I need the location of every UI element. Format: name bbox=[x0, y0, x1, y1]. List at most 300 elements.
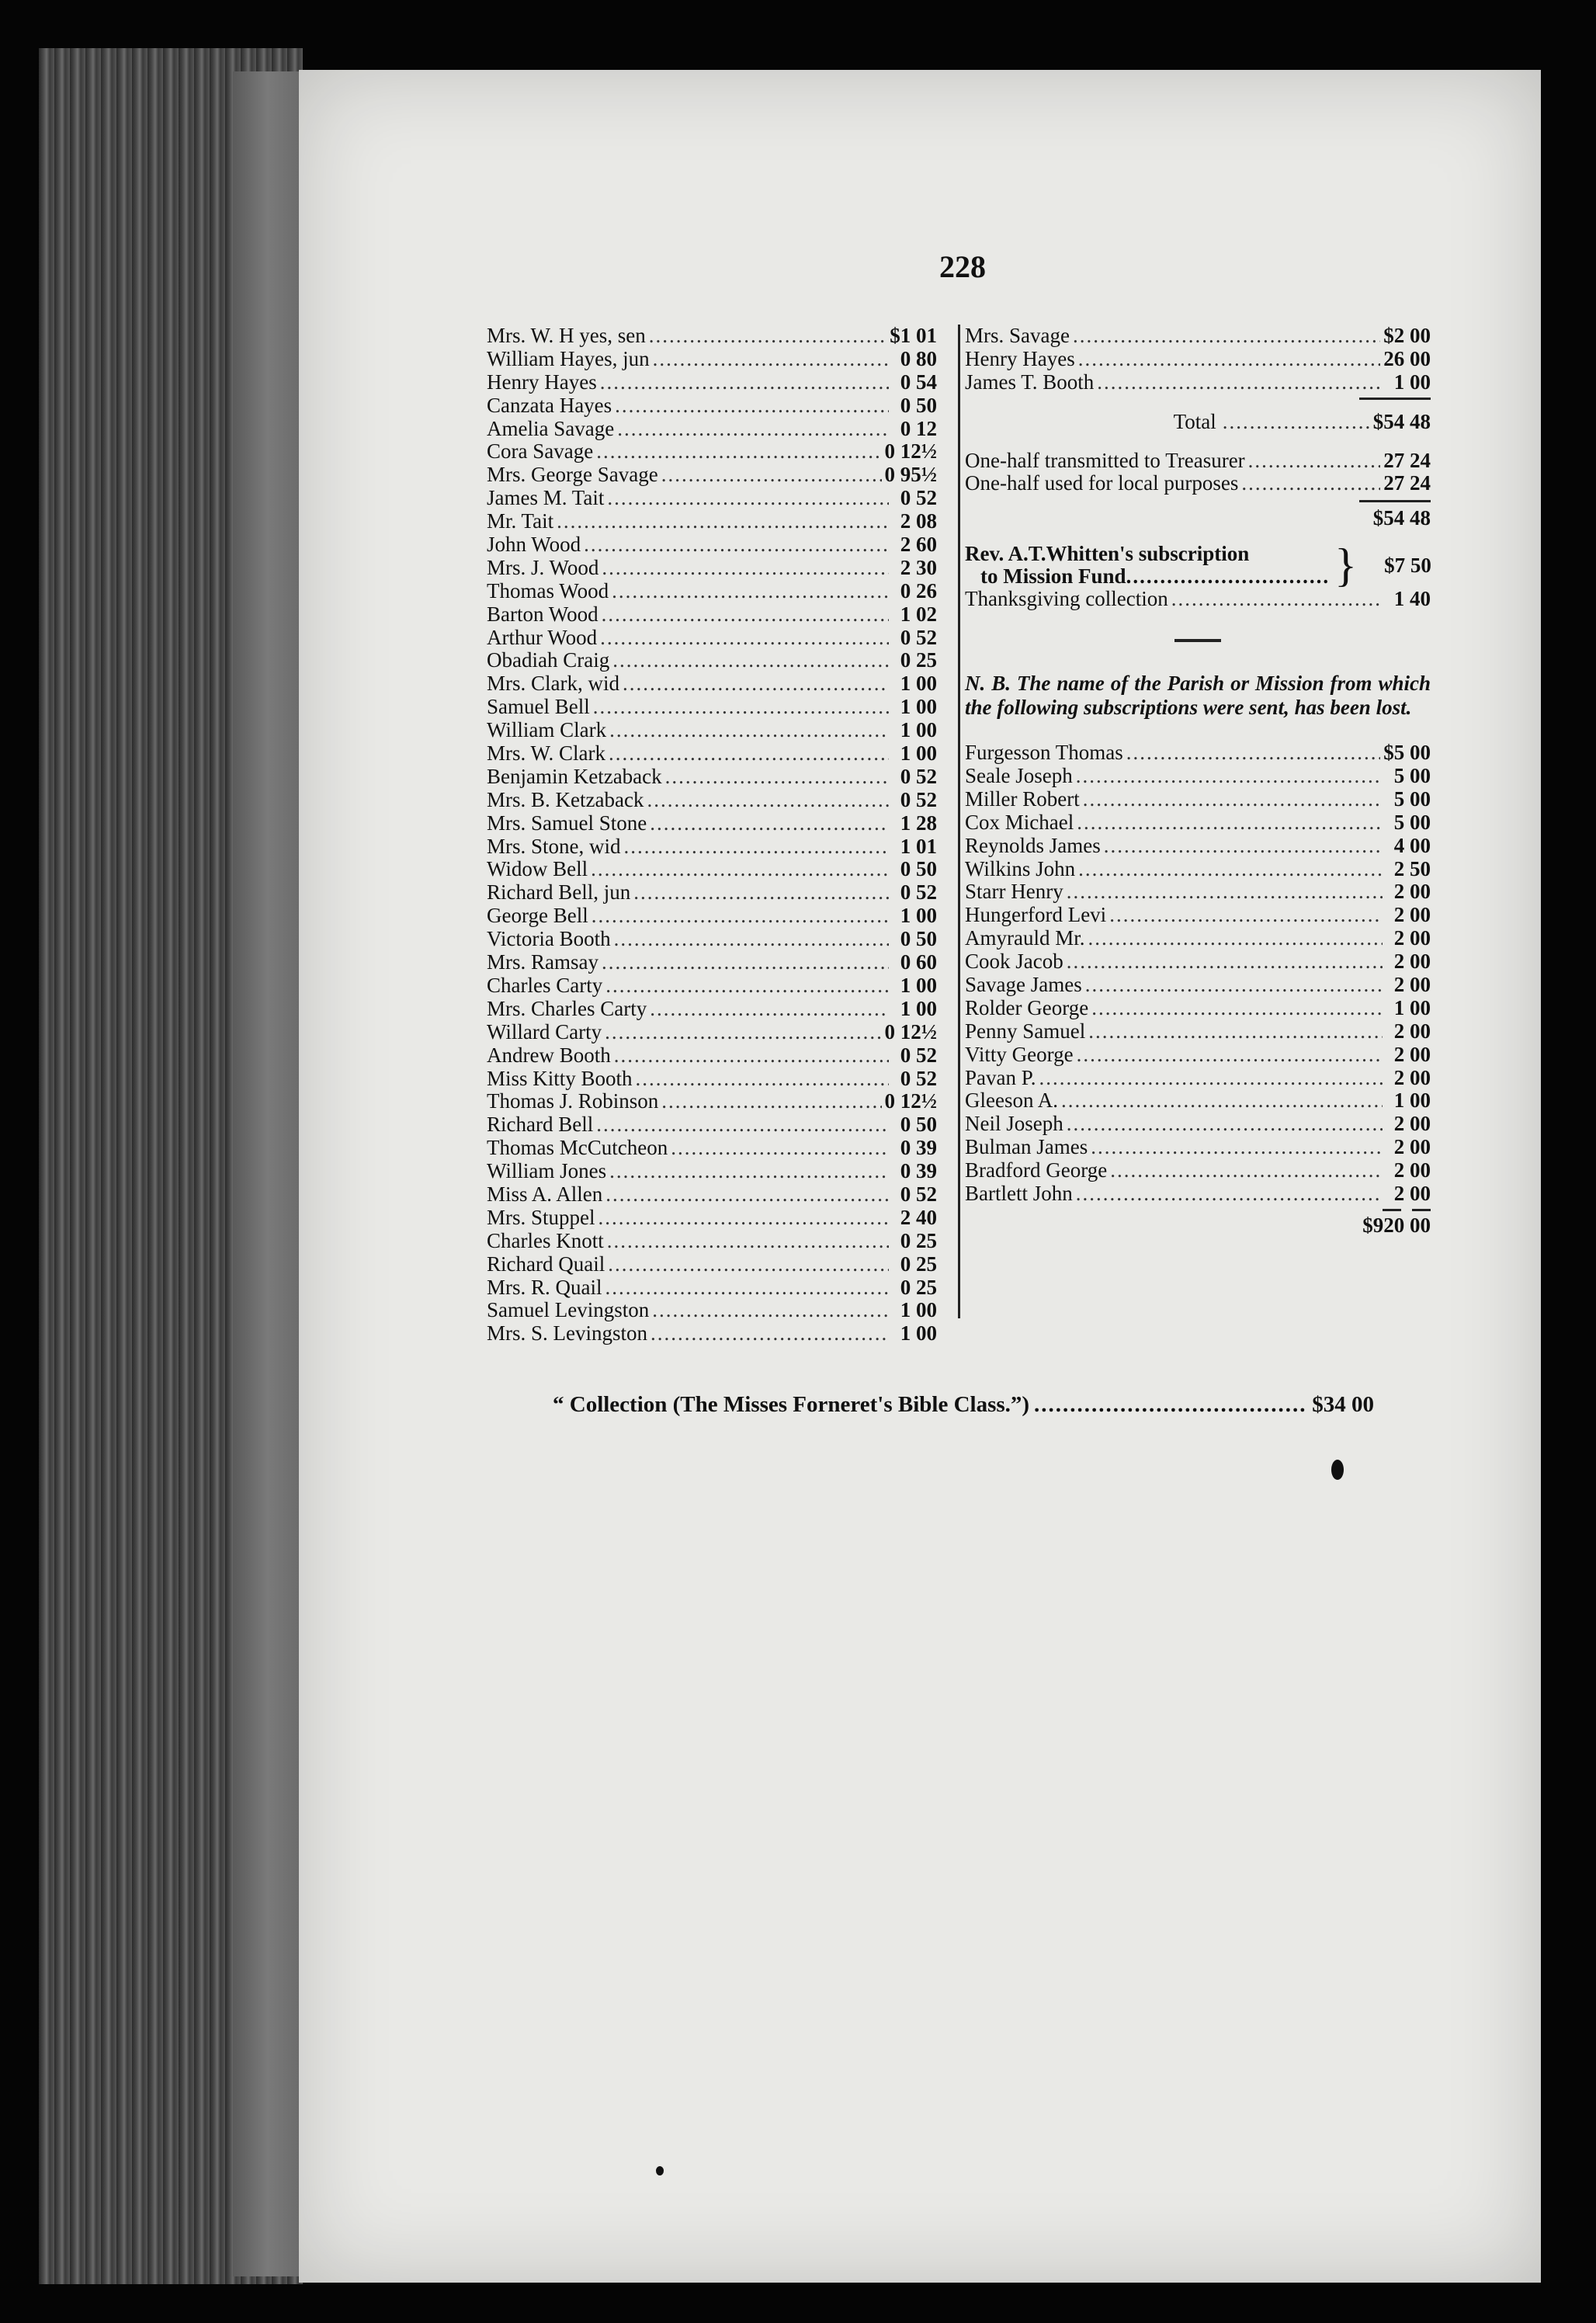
leader-dots bbox=[1061, 1089, 1383, 1113]
left-subscription-column bbox=[487, 325, 937, 1346]
subscription-row bbox=[487, 812, 937, 835]
subscriber-name: Hungerford Levi bbox=[965, 903, 1107, 927]
subscription-row bbox=[487, 1299, 937, 1322]
subscription-amount: 1 00 bbox=[900, 695, 937, 719]
leader-dots bbox=[593, 696, 889, 719]
ink-speck bbox=[656, 2166, 664, 2175]
subscription-amount: 2 00 bbox=[1393, 950, 1431, 974]
subscription-row bbox=[965, 811, 1431, 835]
subscription-row bbox=[487, 603, 937, 627]
subscription-row bbox=[487, 998, 937, 1021]
subscription-amount: 0 25 bbox=[900, 1275, 937, 1299]
subscription-row bbox=[487, 719, 937, 742]
subscriber-name: Charles Knott bbox=[487, 1228, 604, 1252]
subscription-amount: 0 52 bbox=[900, 1043, 937, 1067]
leader-dots bbox=[633, 881, 889, 905]
subscription-row bbox=[487, 905, 937, 928]
subscription-amount: 1 00 bbox=[900, 672, 937, 696]
leader-dots bbox=[596, 1113, 889, 1137]
subscriber-name: Amelia Savage bbox=[487, 416, 615, 440]
subscriber-name: Mr. Tait bbox=[487, 509, 554, 533]
subscription-amount: 0 52 bbox=[900, 625, 937, 649]
subscriber-name: Mrs. George Savage bbox=[487, 463, 658, 487]
subscriber-name: Wilkins John bbox=[965, 856, 1076, 880]
collection-amount: $34 00 bbox=[1312, 1392, 1374, 1417]
subscriber-name: Thomas J. Robinson bbox=[487, 1089, 659, 1113]
leader-dots bbox=[609, 1160, 889, 1183]
subscription-row bbox=[487, 672, 937, 696]
subscription-amount: 2 40 bbox=[900, 1205, 937, 1229]
subscription-amount: 1 00 bbox=[900, 904, 937, 928]
subscriber-name: Mrs. Samuel Stone bbox=[487, 811, 647, 835]
leader-dots bbox=[1076, 765, 1383, 788]
subscription-amount: 2 08 bbox=[900, 509, 937, 533]
subscriber-name: Thomas McCutcheon bbox=[487, 1136, 668, 1160]
leader-dots bbox=[1109, 904, 1383, 927]
subscription-amount: 1 00 bbox=[1393, 1089, 1431, 1113]
right-top-entries bbox=[965, 325, 1431, 394]
subscriber-name: Richard Bell, jun bbox=[487, 880, 631, 905]
subscription-amount: 0 54 bbox=[900, 370, 937, 394]
leader-dots bbox=[602, 557, 889, 580]
collection-label: “ Collection (The Misses Forneret's Bible Class.”) bbox=[553, 1392, 1030, 1417]
subscription-row bbox=[965, 1113, 1431, 1136]
subscription-row bbox=[487, 1021, 937, 1044]
subscription-row bbox=[487, 1322, 937, 1346]
subscription-row bbox=[487, 928, 937, 951]
subscription-row bbox=[965, 1182, 1431, 1206]
column-divider bbox=[958, 325, 960, 1318]
subscription-row bbox=[965, 450, 1431, 473]
subscriber-name: Neil Joseph bbox=[965, 1112, 1063, 1136]
subscription-row bbox=[965, 904, 1431, 927]
subscription-row bbox=[487, 766, 937, 789]
subscriber-name: Cox Michael bbox=[965, 810, 1074, 834]
subscription-row bbox=[965, 1067, 1431, 1090]
leader-dots bbox=[596, 440, 881, 464]
subscription-row bbox=[487, 835, 937, 859]
subscriber-name: One-half transmitted to Treasurer bbox=[965, 448, 1245, 472]
subscription-amount: 1 00 bbox=[1393, 370, 1431, 394]
subscription-row bbox=[487, 557, 937, 580]
subscription-amount: 2 00 bbox=[1393, 1019, 1431, 1043]
subscription-amount: 0 50 bbox=[900, 393, 937, 417]
subscription-row bbox=[965, 348, 1431, 371]
subscription-amount: 2 00 bbox=[1393, 1042, 1431, 1066]
subscriber-name: Mrs. B. Ketzaback bbox=[487, 787, 644, 811]
subscriber-name: William Hayes, jun bbox=[487, 346, 650, 370]
brace: } bbox=[1334, 540, 1357, 592]
subscription-row bbox=[965, 1020, 1431, 1043]
subscription-amount: 2 00 bbox=[1393, 1182, 1431, 1206]
subscriber-name: Pavan P. bbox=[965, 1065, 1036, 1089]
leader-dots bbox=[598, 1207, 889, 1230]
leader-dots bbox=[614, 928, 889, 951]
subscription-amount: 1 00 bbox=[900, 718, 937, 742]
subscription-amount: 2 30 bbox=[900, 555, 937, 579]
subscription-row bbox=[965, 1159, 1431, 1182]
subscriber-name: Henry Hayes bbox=[487, 370, 597, 394]
subscription-row bbox=[487, 418, 937, 441]
leader-dots bbox=[609, 719, 889, 742]
leader-dots bbox=[605, 974, 889, 998]
subscription-amount: 1 00 bbox=[1393, 995, 1431, 1019]
subscription-row bbox=[487, 627, 937, 650]
subscriber-name: Henry Hayes bbox=[965, 346, 1075, 370]
subscriber-name: Charles Carty bbox=[487, 973, 603, 997]
subscription-amount: 2 00 bbox=[1393, 880, 1431, 904]
subscription-row bbox=[487, 348, 937, 371]
subscriber-name: Gleeson A. bbox=[965, 1089, 1058, 1113]
subscriber-name: Victoria Booth bbox=[487, 927, 611, 951]
subscription-row bbox=[965, 472, 1431, 495]
section-divider bbox=[1174, 639, 1221, 642]
subscription-row bbox=[965, 997, 1431, 1020]
leader-dots bbox=[607, 487, 889, 510]
subscription-amount: $1 01 bbox=[890, 324, 937, 347]
subscriber-name: Andrew Booth bbox=[487, 1043, 611, 1067]
leader-dots bbox=[1097, 371, 1383, 394]
sum-rule bbox=[1359, 500, 1431, 502]
leader-dots bbox=[608, 1253, 889, 1276]
halves-total-amount: $54 48 bbox=[1372, 506, 1431, 530]
subscriber-name: Cora Savage bbox=[487, 439, 594, 464]
subscription-amount: $5 00 bbox=[1383, 741, 1431, 765]
subscriber-name: Rolder George bbox=[965, 995, 1089, 1019]
leader-dots bbox=[1067, 950, 1383, 974]
subscriber-name: Richard Bell bbox=[487, 1113, 594, 1137]
subscription-row bbox=[487, 881, 937, 905]
subscriber-name: Miss Kitty Booth bbox=[487, 1066, 633, 1090]
subscriber-name: Reynolds James bbox=[965, 833, 1101, 857]
leader-dots bbox=[671, 1137, 889, 1160]
subscriber-name: Thomas Wood bbox=[487, 578, 609, 602]
subscriber-name: Savage James bbox=[965, 973, 1082, 997]
subscriber-name: Seale Joseph bbox=[965, 764, 1073, 788]
subscription-amount: 0 80 bbox=[900, 346, 937, 370]
subscription-amount: 4 00 bbox=[1393, 833, 1431, 857]
leader-dots bbox=[649, 325, 886, 348]
subscription-row bbox=[965, 371, 1431, 394]
lost-parish-note: N. B. The name of the Parish or Mission from which the following subscriptions were sent, has been lost. bbox=[965, 672, 1431, 720]
subscription-amount: 2 00 bbox=[1393, 1112, 1431, 1136]
subscription-amount: $7 50 bbox=[1384, 553, 1431, 577]
subscription-amount: 2 50 bbox=[1393, 856, 1431, 880]
subscription-entry bbox=[965, 540, 1431, 592]
subscription-amount: 0 26 bbox=[900, 578, 937, 602]
subscription-row bbox=[487, 1207, 937, 1230]
subscriber-name: Mrs. W. H yes, sen bbox=[487, 324, 646, 347]
subscription-row bbox=[965, 858, 1431, 881]
subscription-amount: 1 00 bbox=[900, 973, 937, 997]
subscriber-name: Penny Samuel bbox=[965, 1019, 1086, 1043]
subscriber-name: Furgesson Thomas bbox=[965, 741, 1123, 765]
leader-dots bbox=[614, 1044, 889, 1068]
subscription-row bbox=[487, 696, 937, 719]
subscription-line-2: to Mission Fund .............................. bbox=[980, 564, 1331, 589]
subscription-amount: 0 25 bbox=[900, 648, 937, 672]
subscription-row bbox=[487, 487, 937, 510]
subscription-row bbox=[487, 325, 937, 348]
leader-dots bbox=[1248, 450, 1381, 473]
subscription-amount: 2 00 bbox=[1393, 926, 1431, 950]
subscription-amount: 0 39 bbox=[900, 1159, 937, 1183]
subscription-row bbox=[965, 741, 1431, 765]
subscriber-name: Mrs. Charles Carty bbox=[487, 996, 647, 1020]
subscriber-name: Mrs. Stone, wid bbox=[487, 834, 621, 858]
subscription-amount: 0 52 bbox=[900, 764, 937, 788]
subscription-row bbox=[487, 1230, 937, 1253]
leader-dots bbox=[1091, 1136, 1383, 1159]
leader-dots bbox=[592, 905, 889, 928]
subscription-row bbox=[487, 510, 937, 533]
subscriber-name: Mrs. S. Levingston bbox=[487, 1321, 648, 1346]
leader-dots bbox=[1034, 1392, 1307, 1418]
halves-total-row bbox=[965, 507, 1431, 530]
subscription-amount: 1 28 bbox=[900, 811, 937, 835]
subscription-row bbox=[965, 788, 1431, 811]
subscription-amount: 5 00 bbox=[1393, 810, 1431, 834]
subscription-amount: 1 02 bbox=[900, 602, 937, 626]
subscription-row bbox=[487, 974, 937, 998]
subscription-row bbox=[487, 1276, 937, 1300]
leader-dots bbox=[1039, 1067, 1383, 1090]
leader-dots bbox=[1073, 325, 1380, 348]
thanksgiving-row bbox=[965, 588, 1431, 611]
leader-dots bbox=[584, 533, 889, 557]
subscription-amount: 2 00 bbox=[1393, 1158, 1431, 1182]
subscription-amount: 0 25 bbox=[900, 1252, 937, 1276]
subscriber-name: Mrs. J. Wood bbox=[487, 555, 599, 579]
leader-dots bbox=[1088, 927, 1383, 950]
leader-dots bbox=[652, 1299, 889, 1322]
subscription-amount: 0 50 bbox=[900, 927, 937, 951]
thanksgiving-amount: 1 40 bbox=[1393, 587, 1431, 611]
leader-dots bbox=[647, 789, 889, 812]
subscription-amount: 1 01 bbox=[900, 834, 937, 858]
subscription-row bbox=[487, 1253, 937, 1276]
subscription-amount: 0 12½ bbox=[884, 1019, 937, 1043]
subscription-amount: 0 25 bbox=[900, 1228, 937, 1252]
subscription-amount: 2 00 bbox=[1393, 973, 1431, 997]
subscription-amount: 0 60 bbox=[900, 950, 937, 974]
final-total-amount: $920 00 bbox=[1362, 1213, 1431, 1237]
leader-dots bbox=[651, 1322, 889, 1346]
leader-dots bbox=[605, 1276, 890, 1300]
leader-dots bbox=[623, 672, 889, 696]
leader-dots bbox=[600, 371, 889, 394]
subscription-row bbox=[965, 974, 1431, 997]
subscription-amount: 0 12½ bbox=[884, 1089, 937, 1113]
subscriber-name: James T. Booth bbox=[965, 370, 1095, 394]
subscription-amount: 0 52 bbox=[900, 1182, 937, 1206]
subscription-amount: 0 50 bbox=[900, 857, 937, 881]
subscriber-name: William Jones bbox=[487, 1159, 607, 1183]
subscriber-name: John Wood bbox=[487, 533, 581, 557]
leader-dots bbox=[1088, 1020, 1383, 1043]
subscriber-name: Richard Quail bbox=[487, 1252, 605, 1276]
leader-dots bbox=[605, 1183, 889, 1207]
subscriber-name: James M. Tait bbox=[487, 486, 605, 510]
leader-dots bbox=[609, 742, 889, 766]
subscriber-name: Barton Wood bbox=[487, 602, 598, 626]
subscription-amount: 0 95½ bbox=[884, 463, 937, 487]
page-number: 228 bbox=[939, 249, 986, 284]
total-label: Total bbox=[1173, 409, 1216, 433]
sum-rule bbox=[965, 1209, 1431, 1211]
subscription-amount: 2 00 bbox=[1393, 1065, 1431, 1089]
subscription-amount: 1 00 bbox=[900, 1298, 937, 1322]
subscription-amount: 27 24 bbox=[1383, 448, 1431, 472]
subscription-row bbox=[965, 1136, 1431, 1159]
subscriber-name: Benjamin Ketzaback bbox=[487, 764, 662, 788]
subscription-row bbox=[487, 440, 937, 464]
subscriber-name: Bulman James bbox=[965, 1135, 1088, 1159]
subscription-amount: 2 00 bbox=[1393, 903, 1431, 927]
collection-line bbox=[553, 1392, 1374, 1418]
leader-dots bbox=[602, 603, 889, 627]
subscriber-name: Samuel Levingston bbox=[487, 1298, 650, 1322]
leader-dots bbox=[607, 1230, 889, 1253]
leader-dots bbox=[1110, 1159, 1383, 1182]
subscription-amount: 2 60 bbox=[900, 533, 937, 557]
subscription-row bbox=[965, 1043, 1431, 1067]
leader-dots bbox=[1126, 741, 1380, 765]
subscription-row bbox=[487, 1183, 937, 1207]
subscription-row bbox=[487, 1068, 937, 1091]
subscriber-name: One-half used for local purposes bbox=[965, 471, 1239, 495]
final-total-row bbox=[965, 1214, 1431, 1238]
subscriber-name: Mrs. W. Clark bbox=[487, 741, 606, 766]
leader-dots bbox=[557, 510, 889, 533]
leader-dots bbox=[650, 998, 889, 1021]
subscriber-name: Samuel Bell bbox=[487, 695, 590, 719]
subscriber-name: William Clark bbox=[487, 718, 607, 742]
subscriber-name: Mrs. Stuppel bbox=[487, 1205, 595, 1229]
subscription-amount: 2 00 bbox=[1393, 1135, 1431, 1159]
subscription-row bbox=[965, 765, 1431, 788]
subscriber-name: George Bell bbox=[487, 904, 588, 928]
leader-dots bbox=[1077, 811, 1383, 835]
subscription-row bbox=[487, 394, 937, 418]
leader-dots bbox=[661, 1090, 881, 1113]
subscription-amount: 0 52 bbox=[900, 486, 937, 510]
subscription-row bbox=[965, 880, 1431, 904]
subscription-row bbox=[487, 789, 937, 812]
thanksgiving-label: Thanksgiving collection bbox=[965, 587, 1168, 611]
subscription-amount: $2 00 bbox=[1383, 324, 1431, 347]
subscriber-name: Widow Bell bbox=[487, 857, 588, 881]
leader-dots bbox=[1067, 1113, 1383, 1136]
subscription-amount: 0 12½ bbox=[884, 439, 937, 464]
subscription-amount: 0 50 bbox=[900, 1113, 937, 1137]
subscriber-name: Bartlett John bbox=[965, 1182, 1073, 1206]
leader-dots bbox=[605, 1021, 881, 1044]
subscription-row bbox=[487, 951, 937, 974]
leader-dots bbox=[600, 627, 889, 650]
leader-dots bbox=[602, 951, 889, 974]
subscription-row bbox=[965, 927, 1431, 950]
subscription-row bbox=[487, 1137, 937, 1160]
subscriber-name: Bradford George bbox=[965, 1158, 1108, 1182]
book-spine-shadow bbox=[233, 71, 303, 2276]
subscriber-name: Mrs. Clark, wid bbox=[487, 672, 619, 696]
subscription-amount: 0 52 bbox=[900, 880, 937, 905]
subscriber-name: Vitty George bbox=[965, 1042, 1074, 1066]
subscription-amount: 0 52 bbox=[900, 1066, 937, 1090]
subscription-row bbox=[487, 1113, 937, 1137]
subscriber-name: Cook Jacob bbox=[965, 950, 1063, 974]
subscriber-name: Obadiah Craig bbox=[487, 648, 610, 672]
leader-dots bbox=[1083, 788, 1383, 811]
total-row bbox=[965, 411, 1431, 434]
leader-dots bbox=[591, 858, 889, 881]
subscription-row bbox=[487, 1090, 937, 1113]
total-amount: $54 48 bbox=[1372, 409, 1431, 433]
subscription-row bbox=[487, 649, 937, 672]
subscription-row bbox=[487, 371, 937, 394]
subscription-line-1: Rev. A.T.Whitten's subscription bbox=[965, 542, 1250, 566]
leader-dots bbox=[1104, 835, 1383, 858]
leader-dots bbox=[1067, 880, 1383, 904]
leader-dots bbox=[624, 835, 889, 859]
leader-dots bbox=[1241, 472, 1380, 495]
halves-entries bbox=[965, 450, 1431, 496]
sum-rule bbox=[1359, 398, 1431, 400]
subscriber-name: Miss A. Allen bbox=[487, 1182, 603, 1206]
subscription-row bbox=[487, 1044, 937, 1068]
subscription-row bbox=[487, 742, 937, 766]
leader-dots bbox=[1077, 1043, 1383, 1067]
subscription-amount: 5 00 bbox=[1393, 764, 1431, 788]
subscription-row bbox=[965, 835, 1431, 858]
subscriber-name: Mrs. Savage bbox=[965, 324, 1070, 347]
subscription-amount: 1 00 bbox=[900, 741, 937, 766]
right-subscription-column bbox=[965, 325, 1431, 1238]
leader-dots bbox=[636, 1068, 889, 1091]
ink-speck bbox=[1331, 1460, 1344, 1480]
subscription-amount: 0 12 bbox=[900, 416, 937, 440]
leader-dots bbox=[612, 649, 889, 672]
leader-dots bbox=[661, 464, 882, 487]
subscription-row bbox=[487, 1160, 937, 1183]
subscriber-name: Miller Robert bbox=[965, 786, 1080, 811]
subscriber-name: Mrs. Ramsay bbox=[487, 950, 598, 974]
leader-dots bbox=[653, 348, 889, 371]
leader-dots bbox=[617, 418, 889, 441]
subscription-amount: 26 00 bbox=[1383, 346, 1431, 370]
leader-dots bbox=[1078, 348, 1381, 371]
subscription-row bbox=[487, 533, 937, 557]
leader-dots bbox=[1091, 997, 1383, 1020]
lost-parish-entries bbox=[965, 741, 1431, 1206]
subscription-amount: 0 52 bbox=[900, 787, 937, 811]
subscription-row bbox=[487, 858, 937, 881]
leader-dots bbox=[615, 394, 889, 418]
subscription-row bbox=[487, 464, 937, 487]
leader-dots bbox=[1076, 1182, 1383, 1206]
subscription-amount: 0 39 bbox=[900, 1136, 937, 1160]
leader-dots bbox=[1085, 974, 1383, 997]
leader-dots bbox=[1078, 858, 1383, 881]
subscription-row bbox=[965, 1089, 1431, 1113]
subscriber-name: Starr Henry bbox=[965, 880, 1063, 904]
subscription-amount: 1 00 bbox=[900, 996, 937, 1020]
subscriber-name: Willard Carty bbox=[487, 1019, 602, 1043]
leader-dots bbox=[612, 580, 889, 603]
subscriber-name: Amyrauld Mr. bbox=[965, 926, 1085, 950]
leader-dots bbox=[1171, 588, 1383, 611]
